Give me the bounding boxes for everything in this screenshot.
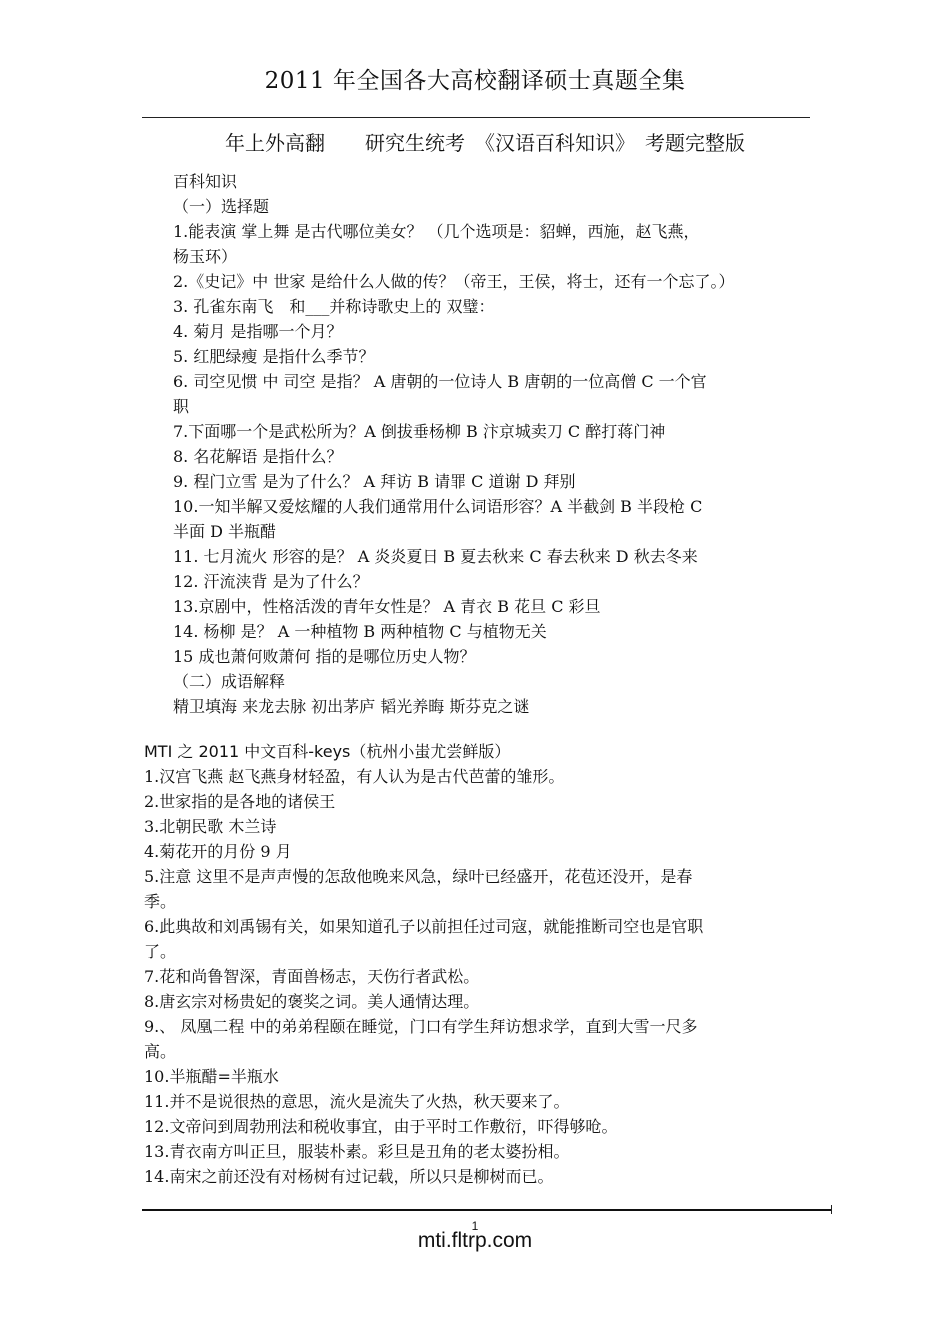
question-line: 14. 杨柳 是？ A 一种植物 B 两种植物 C 与植物无关: [173, 622, 547, 641]
section-heading: 百科知识: [173, 172, 238, 191]
page-number: 1: [471, 1219, 479, 1233]
question-line: 15 成也萧何败萧何 指的是哪位历史人物？: [173, 647, 476, 666]
question-line: 6. 司空见惯 中 司空 是指？ A 唐朝的一位诗人 B 唐朝的一位高僧 C 一个官: [173, 372, 707, 391]
question-line: 3. 孔雀东南飞 和___并称诗歌史上的 双璧：: [173, 297, 495, 316]
question-line: 10.一知半解又爱炫耀的人我们通常用什么词语形容？A 半截剑 B 半段枪 C: [173, 497, 703, 516]
question-line: 2.《史记》中 世家 是给什么人做的传？（帝王，王侯，将士，还有一个忘了。）: [173, 272, 735, 291]
answer-keys-section: [144, 739, 812, 1189]
answer-line: 季。: [144, 892, 177, 911]
encyclopedia-questions-section: [173, 169, 813, 719]
document-title: 2011 年全国各大高校翻译硕士真题全集: [264, 68, 686, 94]
answer-line: 10.半瓶醋=半瓶水: [144, 1067, 279, 1086]
question-line: 半面 D 半瓶醋: [173, 522, 277, 541]
title-divider: [142, 117, 810, 118]
question-line: 8. 名花解语 是指什么？: [173, 447, 343, 466]
answer-line: 12.文帝问到周勃刑法和税收事宜，由于平时工作敷衍，吓得够呛。: [144, 1117, 618, 1136]
footer-site-link[interactable]: mti.fltrp.com: [417, 1229, 533, 1252]
question-line: 5. 红肥绿瘦 是指什么季节？: [173, 347, 375, 366]
question-line: 1.能表演 掌上舞 是古代哪位美女？ （几个选项是：貂蝉，西施，赵飞燕，: [173, 222, 700, 241]
footer-divider: [142, 1208, 832, 1212]
document-subtitle: 年上外高翻 研究生统考 《汉语百科知识》 考题完整版: [225, 131, 745, 155]
idiom-list: 精卫填海 来龙去脉 初出茅庐 韬光养晦 斯芬克之谜: [173, 697, 530, 716]
question-line: 12. 汗流浃背 是为了什么？: [173, 572, 369, 591]
answer-line: 9.、 凤凰二程 中的弟弟程颐在睡觉，门口有学生拜访想求学，直到大雪一尺多: [144, 1017, 698, 1036]
answer-line: 3.北朝民歌 木兰诗: [144, 817, 277, 836]
answer-line: 4.菊花开的月份 9 月: [144, 842, 292, 861]
answer-line: 1.汉宫飞燕 赵飞燕身材轻盈，有人认为是古代芭蕾的雏形。: [144, 767, 565, 786]
answer-keys-heading: MTI 之 2011 中文百科-keys（杭州小蚩尤尝鲜版）: [144, 742, 511, 761]
answer-line: 13.青衣南方叫正旦，服装朴素。彩旦是丑角的老太婆扮相。: [144, 1142, 570, 1161]
answer-line: 11.并不是说很热的意思，流火是流失了火热，秋天要来了。: [144, 1092, 570, 1111]
question-line: 7.下面哪一个是武松所为？A 倒拔垂杨柳 B 汴京城卖刀 C 醉打蒋门神: [173, 422, 666, 441]
answer-line: 2.世家指的是各地的诸侯王: [144, 792, 336, 811]
question-line: 4. 菊月 是指哪一个月？: [173, 322, 343, 341]
answer-line: 高。: [144, 1042, 177, 1061]
answer-line: 14.南宋之前还没有对杨树有过记载，所以只是柳树而已。: [144, 1167, 554, 1186]
question-line: 9. 程门立雪 是为了什么？ A 拜访 B 请罪 C 道谢 D 拜别: [173, 472, 576, 491]
subsection-heading-choice: （一）选择题: [173, 197, 270, 216]
question-line: 杨玉环）: [173, 247, 238, 266]
answer-line: 5.注意 这里不是声声慢的怎敌他晚来风急，绿叶已经盛开，花苞还没开，是春: [144, 867, 693, 886]
answer-line: 7.花和尚鲁智深，青面兽杨志，天伤行者武松。: [144, 967, 480, 986]
question-line: 13.京剧中，性格活泼的青年女性是？ A 青衣 B 花旦 C 彩旦: [173, 597, 601, 616]
question-line: 11. 七月流火 形容的是？ A 炎炎夏日 B 夏去秋来 C 春去秋来 D 秋去冬来: [173, 547, 698, 566]
subsection-heading-idioms: （二）成语解释: [173, 672, 286, 691]
answer-line: 6.此典故和刘禹锡有关，如果知道孔子以前担任过司寇，就能推断司空也是官职: [144, 917, 704, 936]
question-line: 职: [173, 397, 190, 416]
answer-line: 8.唐玄宗对杨贵妃的褒奖之词。美人通情达理。: [144, 992, 480, 1011]
answer-line: 了。: [144, 942, 177, 961]
